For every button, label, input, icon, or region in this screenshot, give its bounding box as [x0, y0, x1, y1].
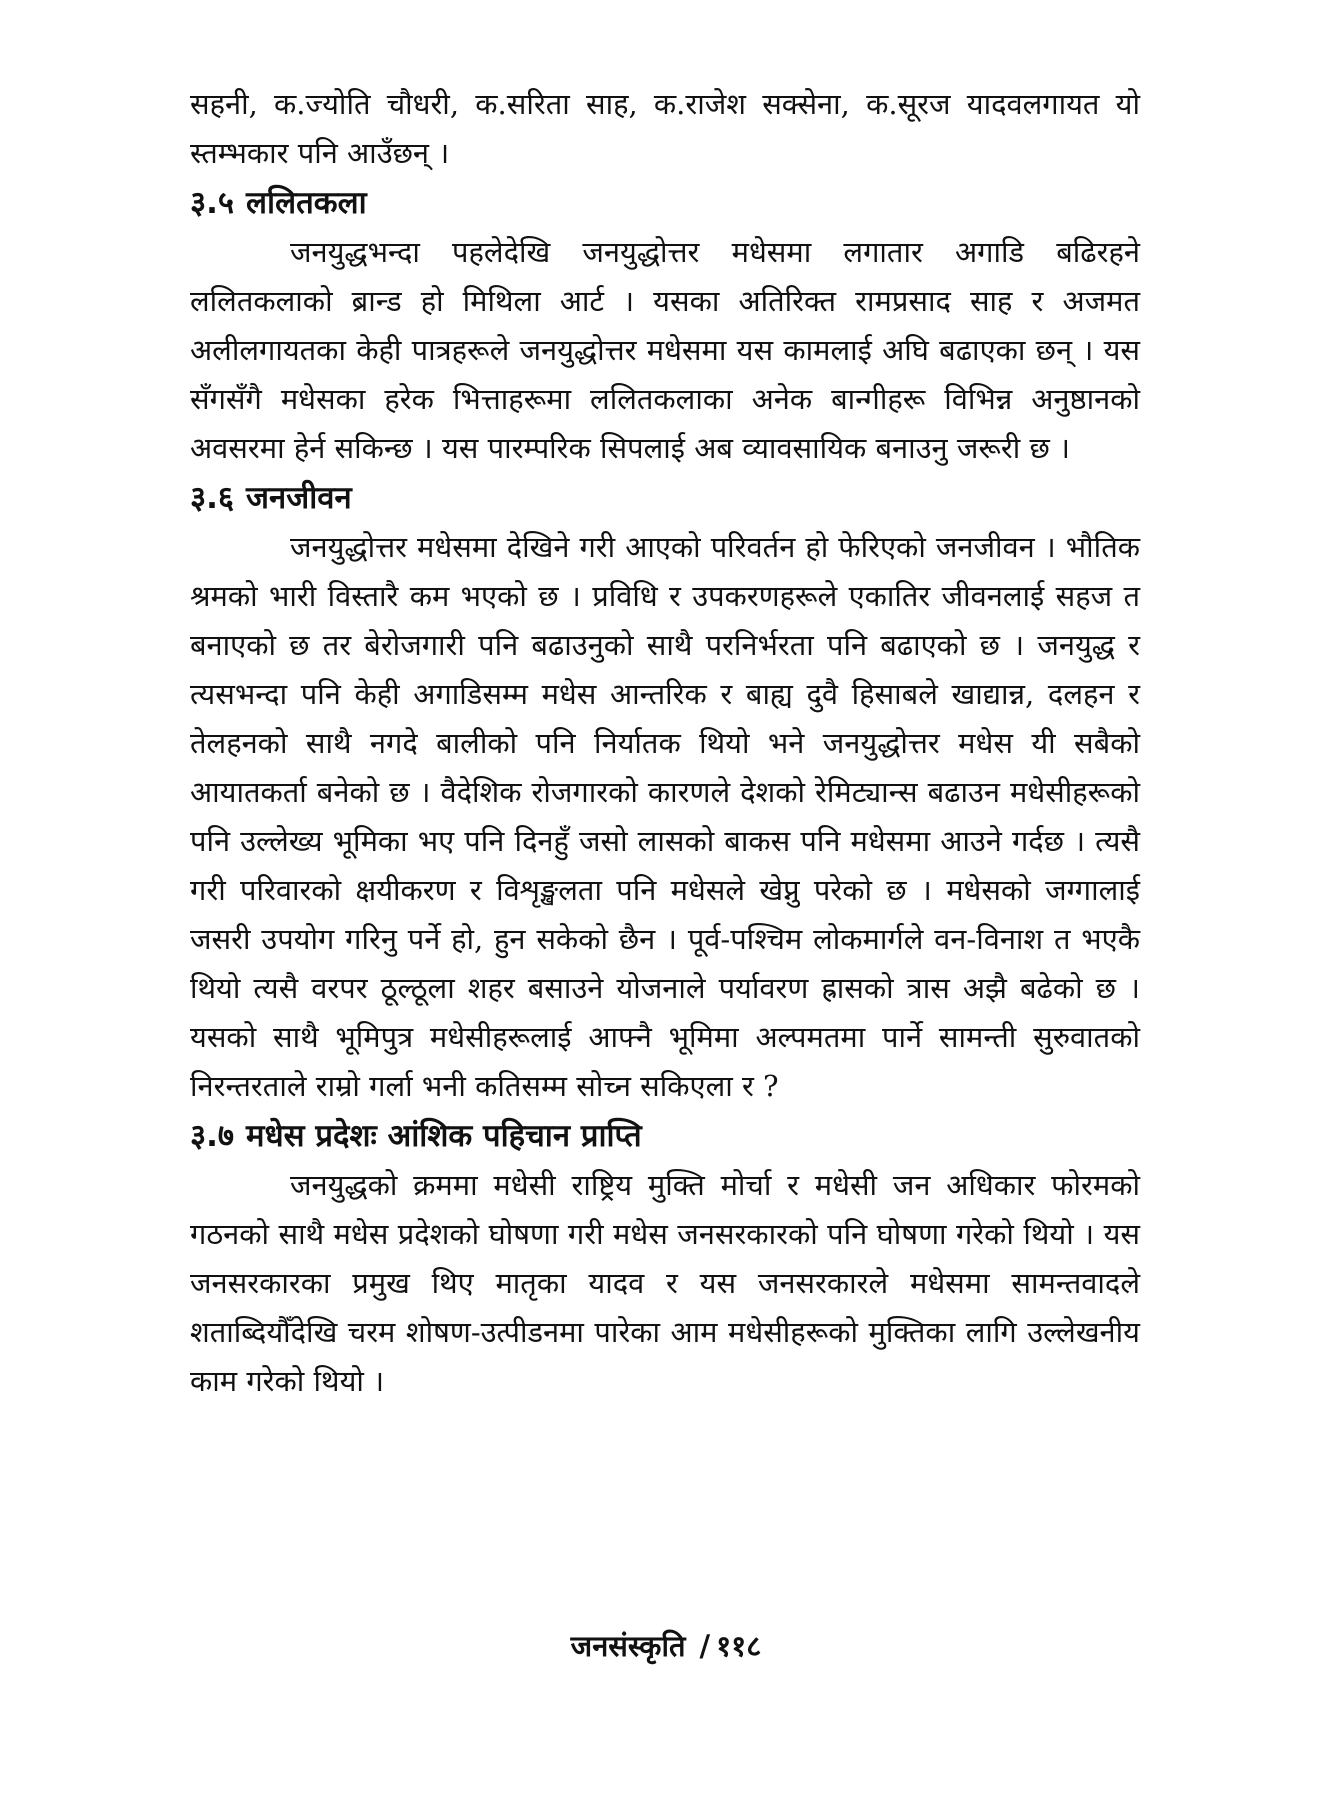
page-footer: [0, 1626, 1332, 1665]
page-number: ११८: [716, 1629, 762, 1663]
section-heading: [190, 178, 1140, 228]
footer-separator: /: [699, 1629, 711, 1663]
section-title: ललितकला: [246, 185, 367, 221]
section-number: ३.५: [190, 185, 235, 221]
section-heading: [190, 473, 1140, 523]
section-heading: [190, 1111, 1140, 1161]
publication-name: जनसंस्कृति: [570, 1629, 686, 1663]
section-title: मधेस प्रदेशः आंशिक पहिचान प्राप्ति: [246, 1118, 642, 1154]
document-page: [190, 80, 1140, 1406]
section-body: जनयुद्धोत्तर मधेसमा देखिने गरी आएको परिवर्तन हो फेरिएको जनजीवन । भौतिक श्रमको भारी विस्तारै कम भएको छ । प्रविधि र उपकरणहरूले एकातिर जीवनलाई सहज त बनाएको छ तर बेरोजगारी पनि बढाउनुको साथै परनिर्भरता पनि बढाएको छ । जनयुद्ध र त्यसभन्दा पनि केही अगाडिसम्म मधेस आन्तरिक र बाह्य दुवै हिसाबले खाद्यान्न, दलहन र तेलहनको साथै नगदे बालीको पनि निर्यातक थियो भने जनयुद्धोत्तर मधेस यी सबैको आयातकर्ता बनेको छ । वैदेशिक रोजगारको कारणले देशको रेमिट्यान्स बढाउन मधेसीहरूको पनि उल्लेख्य भूमिका भए पनि दिनहुँ जसो लासको बाकस पनि मधेसमा आउने गर्दछ । त्यसै गरी परिवारको क्षयीकरण र विशृङ्खलता पनि मधेसले खेप्नु परेको छ । मधेसको जग्गालाई जसरी उपयोग गरिनु पर्ने हो, हुन सकेको छैन । पूर्व-पश्चिम लोकमार्गले वन-विनाश त भएकै थियो त्यसै वरपर ठूल्ठूला शहर बसाउने योजनाले पर्यावरण ह्रासको त्रास अझै बढेको छ । यसको साथै भूमिपुत्र मधेसीहरूलाई आफ्नै भूमिमा अल्पमतमा पार्ने सामन्ती सुरुवातको निरन्तरताले राम्रो गर्ला भनी कतिसम्म सोच्न सकिएला र ?: [190, 530, 1140, 1103]
section-body: जनयुद्धभन्दा पहलेदेखि जनयुद्धोत्तर मधेसमा लगातार अगाडि बढिरहने ललितकलाको ब्रान्ड हो मिथिला आर्ट । यसका अतिरिक्त रामप्रसाद साह र अजमत अलीलगायतका केही पात्रहरूले जनयुद्धोत्तर मधेसमा यस कामलाई अघि बढाएका छन् । यस सँगसँगै मधेसका हरेक भित्ताहरूमा ललितकलाका अनेक बान्गीहरू विभिन्न अनुष्ठानको अवसरमा हेर्न सकिन्छ । यस पारम्परिक सिपलाई अब व्यावसायिक बनाउनु जरूरी छ ।: [190, 235, 1140, 465]
section-number: ३.७: [190, 1118, 235, 1154]
section-number: ३.६: [190, 480, 235, 516]
section-madhes-pradesh: [190, 1111, 1140, 1406]
section-body: जनयुद्धको क्रममा मधेसी राष्ट्रिय मुक्ति मोर्चा र मधेसी जन अधिकार फोरमको गठनको साथै मधेस प्रदेशको घोषणा गरी मधेस जनसरकारको पनि घोषणा गरेको थियो । यस जनसरकारका प्रमुख थिए मातृका यादव र यस जनसरकारले मधेसमा सामन्तवादले शताब्दियौँदेखि चरम शोषण-उत्पीडनमा पारेका आम मधेसीहरूको मुक्तिका लागि उल्लेखनीय काम गरेको थियो ।: [190, 1168, 1140, 1398]
section-lalitkala: [190, 178, 1140, 473]
section-janajeevan: [190, 473, 1140, 1111]
section-title: जनजीवन: [246, 480, 352, 516]
continuation-paragraph: सहनी, क.ज्योति चौधरी, क.सरिता साह, क.राजेश सक्सेना, क.सूरज यादवलगायत यो स्तम्भकार पनि आउँछन् ।: [190, 87, 1140, 170]
